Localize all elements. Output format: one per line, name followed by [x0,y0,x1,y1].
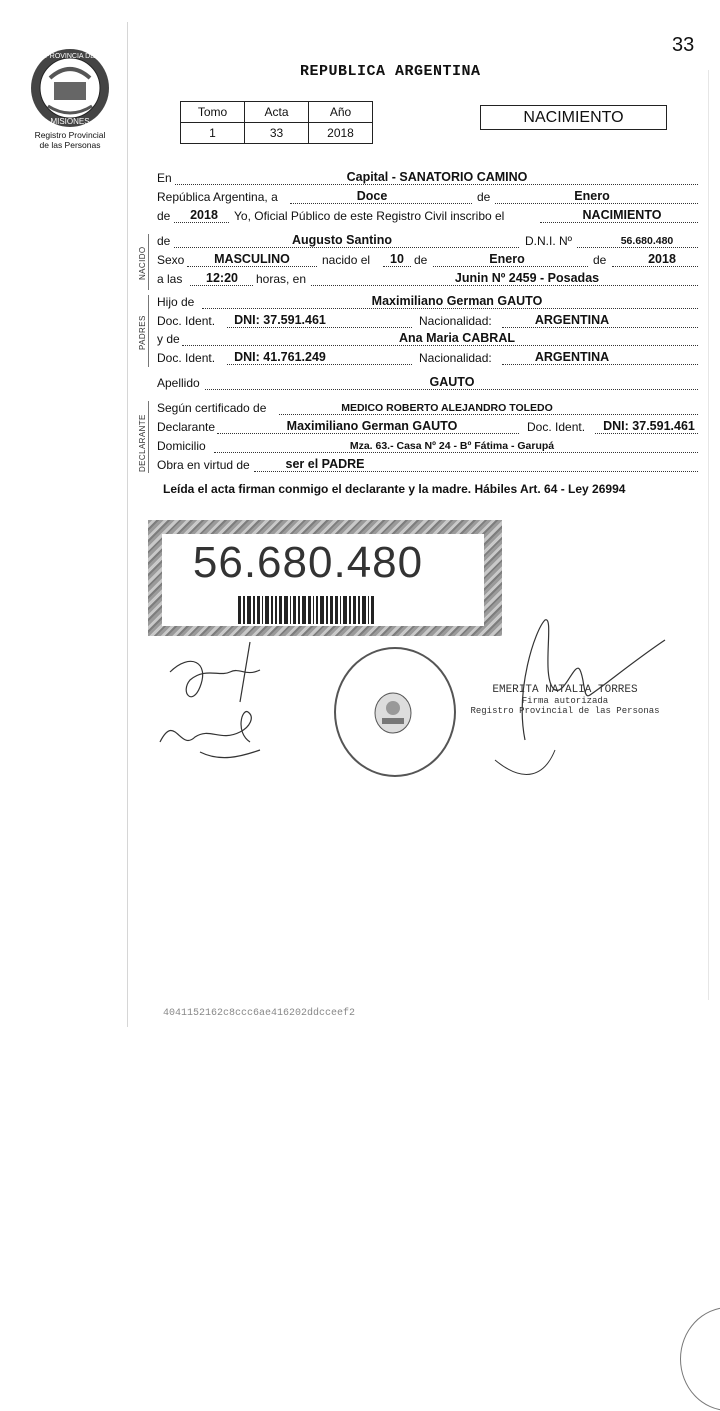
value-lugar: Capital - SANATORIO CAMINO [346,170,528,184]
barcode-bar [262,596,263,624]
right-margin-line [708,70,709,1000]
row-madre-doc [157,350,698,367]
left-margin-line [127,22,128,1027]
barcode-bar [284,596,288,624]
value-dia: Doce [356,189,388,203]
page-number: 33 [672,34,695,56]
svg-text:MISIONES: MISIONES [50,117,90,126]
side-label-padres: PADRES [138,315,147,350]
row-en [157,170,698,187]
signature-left [150,632,280,782]
label-a-las: a las [157,272,183,286]
row-padre-doc [157,313,698,330]
row-segun [157,400,698,417]
barcode-bar [362,596,366,624]
label-dni: D.N.I. Nº [525,234,573,248]
row-y-de [157,331,698,348]
value-mes-nac: Enero [489,252,525,266]
label-de2: de [414,253,428,267]
value-declarante: Maximiliano German GAUTO [286,419,458,433]
label-obra: Obra en virtud de [157,458,250,472]
barcode-bar [326,596,328,624]
barcode-bar [265,596,269,624]
barcode-bar [308,596,311,624]
province-logo [28,46,112,130]
anio-value: 2018 [309,123,373,144]
value-padre-dni: DNI: 37.591.461 [234,313,326,327]
value-dia-nac: 10 [390,252,404,266]
tomo-value: 1 [181,123,245,144]
barcode-bar [320,596,324,624]
row-hora [157,271,698,288]
seal-emblem [368,688,418,738]
value-nombre: Augusto Santino [292,233,392,247]
barcode-bar [302,596,306,624]
barcode-bar [238,596,241,624]
row-domicilio [157,438,698,455]
label-doc-ident2: Doc. Ident. [157,351,216,365]
barcode-bar [330,596,333,624]
row-anio [157,208,698,225]
barcode-bar [290,596,291,624]
value-padre-nac: ARGENTINA [534,313,610,327]
svg-text:PROVINCIA DE: PROVINCIA DE [45,53,95,60]
barcode-bar [353,596,356,624]
barcode-bar [247,596,251,624]
padres-bar [148,295,149,367]
barcode-bar [243,596,245,624]
label-republica: República Argentina, a [157,190,278,204]
official-name: EMERITA NATALIA TORRES [492,684,638,696]
barcode-bar [335,596,338,624]
value-anio: 2018 [190,208,218,222]
value-domicilio: Mza. 63.- Casa Nº 24 - Bº Fátima - Garupá [349,440,555,452]
barcode-bar [343,596,347,624]
label-oficial: Yo, Oficial Público de este Registro Civil inscribo el [234,209,505,223]
label-nacionalidad2: Nacionalidad: [419,351,492,365]
value-anio-nac: 2018 [648,252,676,266]
label-horas-en: horas, en [256,272,307,286]
value-dni: 56.680.480 [620,235,674,247]
label-nacido-el: nacido el [322,253,371,267]
stamp-number: 56.680.480 [192,538,424,587]
official-block [470,684,660,716]
value-madre-dni: DNI: 41.761.249 [234,350,326,364]
label-doc-ident3: Doc. Ident. [527,420,586,434]
value-sexo: MASCULINO [214,252,290,266]
closing-text: Leída el acta firman conmigo el declarante y la madre. Hábiles Art. 64 - Ley 26994 [163,482,626,496]
barcode-bar [316,596,318,624]
row-apellido [157,375,698,392]
label-de-year: de [157,209,171,223]
value-tipo: NACIMIENTO [582,208,662,222]
registry-name: Registro Provincial de las Personas [34,130,106,150]
tomo-header: Tomo [181,102,245,123]
value-mes: Enero [574,189,610,203]
label-de-name: de [157,234,171,248]
acta-header: Acta [245,102,309,123]
row-declarante [157,419,698,436]
barcode-bar [253,596,255,624]
barcode-bar [293,596,296,624]
label-y-de: y de [157,332,180,346]
official-role: Firma autorizada [521,696,609,706]
barcode [238,596,374,624]
label-nacionalidad: Nacionalidad: [419,314,492,328]
barcode-bar [340,596,341,624]
row-hijo-de [157,294,698,311]
value-hora: 12:20 [206,271,238,285]
barcode-bar [358,596,360,624]
barcode-bar [349,596,351,624]
barcode-bar [313,596,314,624]
value-apellido: GAUTO [429,375,475,389]
document-hash: 4041152162c8ccc6ae416202ddcceef2 [163,1008,356,1019]
barcode-bar [271,596,273,624]
value-certificado: MEDICO ROBERTO ALEJANDRO TOLEDO [341,402,553,414]
anio-header: Año [309,102,373,123]
row-nombre [157,233,698,250]
barcode-bar [371,596,374,624]
barcode-bar [279,596,282,624]
label-domicilio: Domicilio [157,439,206,453]
row-republica [157,189,698,206]
document-title: REPUBLICA ARGENTINA [300,63,481,80]
barcode-bar [368,596,369,624]
label-segun: Según certificado de [157,401,267,415]
label-declarante: Declarante [157,420,216,434]
label-apellido: Apellido [157,376,200,390]
acta-value: 33 [245,123,309,144]
barcode-bar [257,596,260,624]
label-de: de [477,190,491,204]
label-sexo: Sexo [157,253,185,267]
official-office: Registro Provincial de las Personas [470,706,660,716]
side-label-declarante: DECLARANTE [138,414,147,472]
tomo-acta-table [180,101,373,144]
barcode-bar [298,596,300,624]
barcode-bar [275,596,277,624]
label-en: En [157,171,172,185]
label-doc-ident: Doc. Ident. [157,314,216,328]
declarante-bar [148,401,149,473]
row-obra [157,457,698,474]
side-label-nacido: NACIDO [138,246,147,280]
value-declarante-dni: DNI: 37.591.461 [603,419,695,433]
value-obra: ser el PADRE [285,457,365,471]
row-sexo [157,252,698,269]
label-de3: de [593,253,607,267]
record-type-box: NACIMIENTO [480,105,667,130]
nacido-bar [148,234,149,290]
label-hijo-de: Hijo de [157,295,195,309]
dni-stamp [148,520,502,636]
value-padre: Maximiliano German GAUTO [371,294,543,308]
value-madre: Ana Maria CABRAL [399,331,515,345]
value-madre-nac: ARGENTINA [534,350,610,364]
value-lugar-nac: Junin Nº 2459 - Posadas [454,271,600,285]
